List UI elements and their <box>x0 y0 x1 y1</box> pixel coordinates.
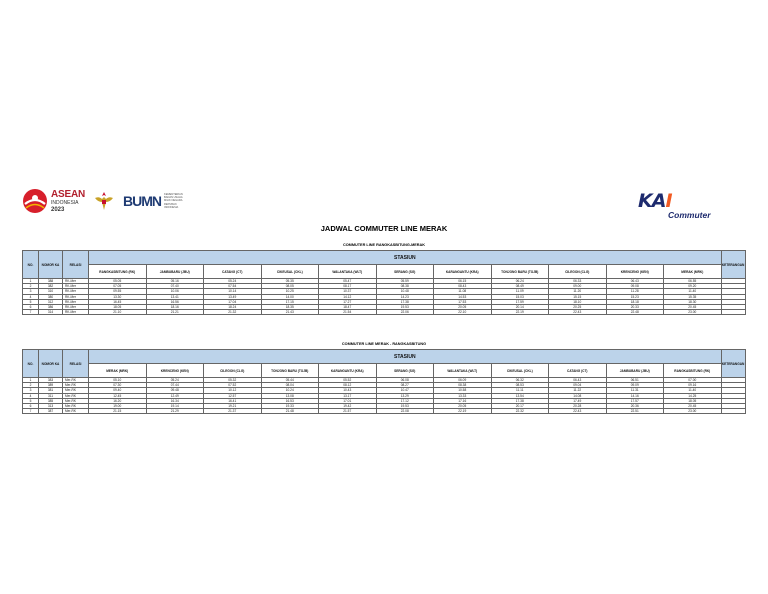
station-header: TONJONG BARU (TOJB) <box>261 364 319 378</box>
departure-time: 06.51 <box>606 378 664 383</box>
departure-time: 14.12 <box>319 294 377 299</box>
col-header-nomor-ka: NOMOR KA <box>39 350 63 378</box>
row-number: 1 <box>23 279 39 284</box>
station-header: KRENCENG (KEN) <box>146 364 204 378</box>
keterangan-cell <box>721 310 745 315</box>
train-number: 385 <box>39 398 63 403</box>
departure-time: 17.27 <box>319 299 377 304</box>
route: Mer-RK <box>63 378 89 383</box>
departure-time: 11.20 <box>549 289 607 294</box>
table1-subtitle: COMMUTER LINE RANGKASBITUNG-MERAK <box>342 243 426 247</box>
departure-time: 10.25 <box>261 289 319 294</box>
departure-time: 07.05 <box>89 284 147 289</box>
departure-time: 08.43 <box>434 284 492 289</box>
station-header: KRENCENG (KEN) <box>606 265 664 279</box>
departure-time: 22.43 <box>549 409 607 414</box>
departure-time: 06.09 <box>434 378 492 383</box>
schedule-table-rk-merak <box>22 250 746 315</box>
table-row <box>23 409 746 414</box>
train-number: 311 <box>39 393 63 398</box>
asean-country: INDONESIA <box>51 199 79 206</box>
departure-time: 05.44 <box>261 378 319 383</box>
departure-time: 15.35 <box>664 294 722 299</box>
train-number: 310 <box>39 289 63 294</box>
departure-time: 08.05 <box>261 284 319 289</box>
route: RK-Mer <box>63 284 89 289</box>
departure-time: 10.12 <box>204 388 262 393</box>
departure-time: 15.03 <box>491 294 549 299</box>
departure-time: 10.47 <box>376 388 434 393</box>
departure-time: 18.16 <box>146 305 204 310</box>
departure-time: 14.23 <box>376 294 434 299</box>
bumn-tagline: KEMENTERIAN BADAN USAHA MILIK NEGARA REPUBLIK INDONESIA <box>164 193 183 209</box>
train-number: 312 <box>39 299 63 304</box>
departure-time: 16.20 <box>89 398 147 403</box>
departure-time: 21.32 <box>204 310 262 315</box>
bumn-logo <box>123 193 186 209</box>
departure-time: 08.38 <box>376 284 434 289</box>
departure-time: 08.12 <box>319 383 377 388</box>
train-number: 388 <box>39 279 63 284</box>
departure-time: 19.33 <box>261 404 319 409</box>
asean-logo <box>22 188 85 214</box>
departure-time: 06.33 <box>549 279 607 284</box>
station-header: SERANG (SG) <box>376 265 434 279</box>
departure-time: 10.06 <box>146 289 204 294</box>
departure-time: 14.00 <box>261 294 319 299</box>
departure-time: 10.24 <box>261 388 319 393</box>
departure-time: 13.30 <box>89 294 147 299</box>
departure-time: 21.54 <box>319 310 377 315</box>
departure-time: 17.57 <box>606 398 664 403</box>
departure-time: 15.23 <box>606 294 664 299</box>
departure-time: 05.52 <box>319 378 377 383</box>
departure-time: 05.47 <box>319 279 377 284</box>
col-header-stasiun: STASIUN <box>89 251 722 265</box>
departure-time: 08.38 <box>434 383 492 388</box>
station-header: CATANG (CT) <box>549 364 607 378</box>
station-header: JAMBUBARU (JBU) <box>146 265 204 279</box>
route: Mer-RK <box>63 383 89 388</box>
departure-time: 11.09 <box>491 289 549 294</box>
departure-time: 22.06 <box>376 310 434 315</box>
kai-ka-letters: KA <box>638 190 666 212</box>
col-header-keterangan: KETERANGAN <box>721 251 745 279</box>
route: Mer-RK <box>63 409 89 414</box>
departure-time: 05.10 <box>89 378 147 383</box>
departure-time: 14.16 <box>606 393 664 398</box>
departure-time: 05.59 <box>376 279 434 284</box>
departure-time: 21.10 <box>89 310 147 315</box>
departure-time: 21.37 <box>204 409 262 414</box>
departure-time: 11.40 <box>664 289 722 294</box>
station-header: CATANG (CT) <box>204 265 262 279</box>
station-header: KARANGANTU (KRA) <box>319 364 377 378</box>
route: RK-Mer <box>63 289 89 294</box>
departure-time: 20.33 <box>606 305 664 310</box>
departure-time: 21.29 <box>146 409 204 414</box>
departure-time: 22.48 <box>606 310 664 315</box>
departure-time: 14.53 <box>434 294 492 299</box>
departure-time: 22.10 <box>434 310 492 315</box>
departure-time: 12.45 <box>89 393 147 398</box>
departure-time: 20.17 <box>491 404 549 409</box>
train-number: 313 <box>39 404 63 409</box>
departure-time: 08.17 <box>319 284 377 289</box>
departure-time: 16.56 <box>146 299 204 304</box>
row-number: 4 <box>23 294 39 299</box>
departure-time: 23.00 <box>664 409 722 414</box>
departure-time: 08.49 <box>491 284 549 289</box>
train-number: 314 <box>39 310 63 315</box>
departure-time: 07.00 <box>664 378 722 383</box>
departure-time: 17.53 <box>434 299 492 304</box>
departure-time: 13.54 <box>491 393 549 398</box>
route: Mer-RK <box>63 404 89 409</box>
departure-time: 13.41 <box>146 294 204 299</box>
departure-time: 16.45 <box>89 299 147 304</box>
departure-time: 08.27 <box>376 383 434 388</box>
departure-time: 19.21 <box>204 404 262 409</box>
col-header-stasiun: STASIUN <box>89 350 722 364</box>
departure-time: 09.20 <box>664 284 722 289</box>
departure-time: 20.05 <box>434 404 492 409</box>
departure-time: 19.42 <box>319 404 377 409</box>
route: RK-Mer <box>63 299 89 304</box>
departure-time: 05.24 <box>204 279 262 284</box>
station-header: KARANGANTU (KRA) <box>434 265 492 279</box>
departure-time: 22.43 <box>549 310 607 315</box>
partner-logos <box>22 188 186 214</box>
departure-time: 13.33 <box>434 393 492 398</box>
departure-time: 17.15 <box>261 299 319 304</box>
route: Mer-RK <box>63 388 89 393</box>
departure-time: 05.05 <box>89 279 147 284</box>
departure-time: 17.12 <box>376 398 434 403</box>
page-title: JADWAL COMMUTER LINE MERAK <box>320 224 448 233</box>
asean-year: 2023 <box>51 206 65 213</box>
departure-time: 05.16 <box>146 279 204 284</box>
departure-time: 18.35 <box>261 305 319 310</box>
station-header: CIKEUSAL (CKL) <box>261 265 319 279</box>
departure-time: 17.38 <box>491 398 549 403</box>
station-header: WALANTAKA (WLT) <box>434 364 492 378</box>
col-header-no: NO. <box>23 251 39 279</box>
departure-time: 07.54 <box>204 284 262 289</box>
departure-time: 17.16 <box>434 398 492 403</box>
departure-time: 09.00 <box>549 284 607 289</box>
row-number: 6 <box>23 305 39 310</box>
station-header: WALANTAKA (WLT) <box>319 265 377 279</box>
departure-time: 22.08 <box>376 409 434 414</box>
departure-time: 17.04 <box>204 299 262 304</box>
departure-time: 10.58 <box>434 388 492 393</box>
train-number: 387 <box>39 409 63 414</box>
departure-time: 09.04 <box>549 383 607 388</box>
row-number: 6 <box>23 404 39 409</box>
row-number: 7 <box>23 310 39 315</box>
station-header: CILEGON (CLG) <box>549 265 607 279</box>
station-header: CIKEUSAL (CKL) <box>491 364 549 378</box>
train-number: 389 <box>39 383 63 388</box>
departure-time: 22.51 <box>606 409 664 414</box>
col-header-nomor-ka: NOMOR KA <box>39 251 63 279</box>
departure-time: 19.53 <box>376 404 434 409</box>
departure-time: 05.32 <box>204 378 262 383</box>
col-header-relasi: RELASI <box>63 350 89 378</box>
kai-commuter-label: Commuter <box>668 210 711 220</box>
train-number: 380 <box>39 294 63 299</box>
departure-time: 17.38 <box>376 299 434 304</box>
row-number: 3 <box>23 289 39 294</box>
departure-time: 06.43 <box>606 279 664 284</box>
departure-time: 13.17 <box>319 393 377 398</box>
departure-time: 09.08 <box>606 284 664 289</box>
departure-time: 18.10 <box>549 299 607 304</box>
station-header: CILEGON (CLG) <box>204 364 262 378</box>
departure-time: 12.57 <box>204 393 262 398</box>
departure-time: 11.40 <box>664 388 722 393</box>
departure-time: 09.55 <box>89 289 147 294</box>
col-header-keterangan: KETERANGAN <box>721 350 745 378</box>
departure-time: 17.59 <box>491 299 549 304</box>
departure-time: 20.45 <box>664 404 722 409</box>
departure-time: 22.19 <box>491 310 549 315</box>
station-header: SERANG (SG) <box>376 364 434 378</box>
departure-time: 06.55 <box>664 279 722 284</box>
row-number: 5 <box>23 398 39 403</box>
schedule-table-merak-rk <box>22 349 746 414</box>
departure-time: 21.57 <box>319 409 377 414</box>
departure-time: 16.41 <box>204 398 262 403</box>
departure-time: 14.08 <box>549 393 607 398</box>
station-header: MERAK (MRK) <box>89 364 147 378</box>
kai-i-letter: I <box>665 190 672 212</box>
departure-time: 09.09 <box>606 383 664 388</box>
route: Mer-RK <box>63 398 89 403</box>
departure-time: 19.53 <box>376 305 434 310</box>
row-number: 2 <box>23 383 39 388</box>
departure-time: 11.11 <box>491 388 549 393</box>
departure-time: 15.15 <box>549 294 607 299</box>
route: RK-Mer <box>63 310 89 315</box>
station-header: RANGKASBITUNG (RK) <box>89 265 147 279</box>
station-header: JAMBUBARU (JBU) <box>606 364 664 378</box>
route: RK-Mer <box>63 305 89 310</box>
departure-time: 11.22 <box>549 388 607 393</box>
departure-time: 14.25 <box>664 393 722 398</box>
departure-time: 18.05 <box>89 305 147 310</box>
departure-time: 18.18 <box>606 299 664 304</box>
departure-time: 07.30 <box>89 383 147 388</box>
train-number: 382 <box>39 284 63 289</box>
departure-time: 19.14 <box>146 404 204 409</box>
train-number: 386 <box>39 305 63 310</box>
departure-time: 20.14 <box>491 305 549 310</box>
departure-time: 22.32 <box>491 409 549 414</box>
departure-time: 12.49 <box>146 393 204 398</box>
row-number: 5 <box>23 299 39 304</box>
departure-time: 09.48 <box>146 388 204 393</box>
departure-time: 13.08 <box>261 393 319 398</box>
departure-time: 11.28 <box>606 289 664 294</box>
asean-emblem-icon <box>22 188 48 214</box>
departure-time: 22.19 <box>434 409 492 414</box>
departure-time: 11.08 <box>434 289 492 294</box>
departure-time: 05.24 <box>146 378 204 383</box>
col-header-no: NO. <box>23 350 39 378</box>
col-header-relasi: RELASI <box>63 251 89 279</box>
table-row <box>23 310 746 315</box>
departure-time: 16.53 <box>261 398 319 403</box>
keterangan-cell <box>721 409 745 414</box>
departure-time: 17.49 <box>549 398 607 403</box>
departure-time: 20.05 <box>434 305 492 310</box>
route: RK-Mer <box>63 279 89 284</box>
departure-time: 18.30 <box>664 299 722 304</box>
train-number: 381 <box>39 388 63 393</box>
route: Mer-RK <box>63 393 89 398</box>
departure-time: 10.43 <box>319 388 377 393</box>
departure-time: 05.35 <box>261 279 319 284</box>
departure-time: 17.01 <box>319 398 377 403</box>
departure-time: 06.32 <box>491 378 549 383</box>
departure-time: 09.40 <box>89 388 147 393</box>
departure-time: 10.48 <box>376 289 434 294</box>
row-number: 2 <box>23 284 39 289</box>
departure-time: 21.48 <box>261 409 319 414</box>
departure-time: 07.52 <box>204 383 262 388</box>
departure-time: 08.04 <box>261 383 319 388</box>
departure-time: 06.08 <box>376 378 434 383</box>
departure-time: 23.00 <box>664 310 722 315</box>
departure-time: 10.14 <box>204 289 262 294</box>
departure-time: 06.24 <box>491 279 549 284</box>
departure-time: 20.25 <box>549 305 607 310</box>
departure-time: 18.05 <box>664 398 722 403</box>
row-number: 4 <box>23 393 39 398</box>
departure-time: 20.36 <box>606 404 664 409</box>
station-header: TONJONG BARU (TOJB) <box>491 265 549 279</box>
station-header: RANGKASBITUNG (RK) <box>664 364 722 378</box>
table2-subtitle: COMMUTER LINE MERAK - RANGKASBITUNG <box>341 342 427 346</box>
bumn-mark: BUMN <box>123 193 162 209</box>
departure-time: 13.49 <box>204 294 262 299</box>
departure-time: 08.53 <box>491 383 549 388</box>
departure-time: 21.43 <box>261 310 319 315</box>
departure-time: 11.31 <box>606 388 664 393</box>
row-number: 1 <box>23 378 39 383</box>
row-number: 7 <box>23 409 39 414</box>
kai-commuter-logo <box>636 190 724 224</box>
departure-time: 20.45 <box>664 305 722 310</box>
route: RK-Mer <box>63 294 89 299</box>
station-header: MERAK (MRK) <box>664 265 722 279</box>
departure-time: 21.21 <box>146 310 204 315</box>
departure-time: 20.28 <box>549 404 607 409</box>
departure-time: 10.37 <box>319 289 377 294</box>
train-number: 383 <box>39 378 63 383</box>
departure-time: 21.15 <box>89 409 147 414</box>
departure-time: 07.40 <box>146 284 204 289</box>
departure-time: 18.24 <box>204 305 262 310</box>
departure-time: 07.44 <box>146 383 204 388</box>
departure-time: 18.47 <box>319 305 377 310</box>
asean-title: ASEAN <box>51 188 86 200</box>
row-number: 3 <box>23 388 39 393</box>
departure-time: 09.16 <box>664 383 722 388</box>
departure-time: 16.34 <box>146 398 204 403</box>
garuda-emblem-icon <box>93 190 115 212</box>
departure-time: 13.29 <box>376 393 434 398</box>
departure-time: 19.00 <box>89 404 147 409</box>
departure-time: 06.43 <box>549 378 607 383</box>
departure-time: 06.15 <box>434 279 492 284</box>
